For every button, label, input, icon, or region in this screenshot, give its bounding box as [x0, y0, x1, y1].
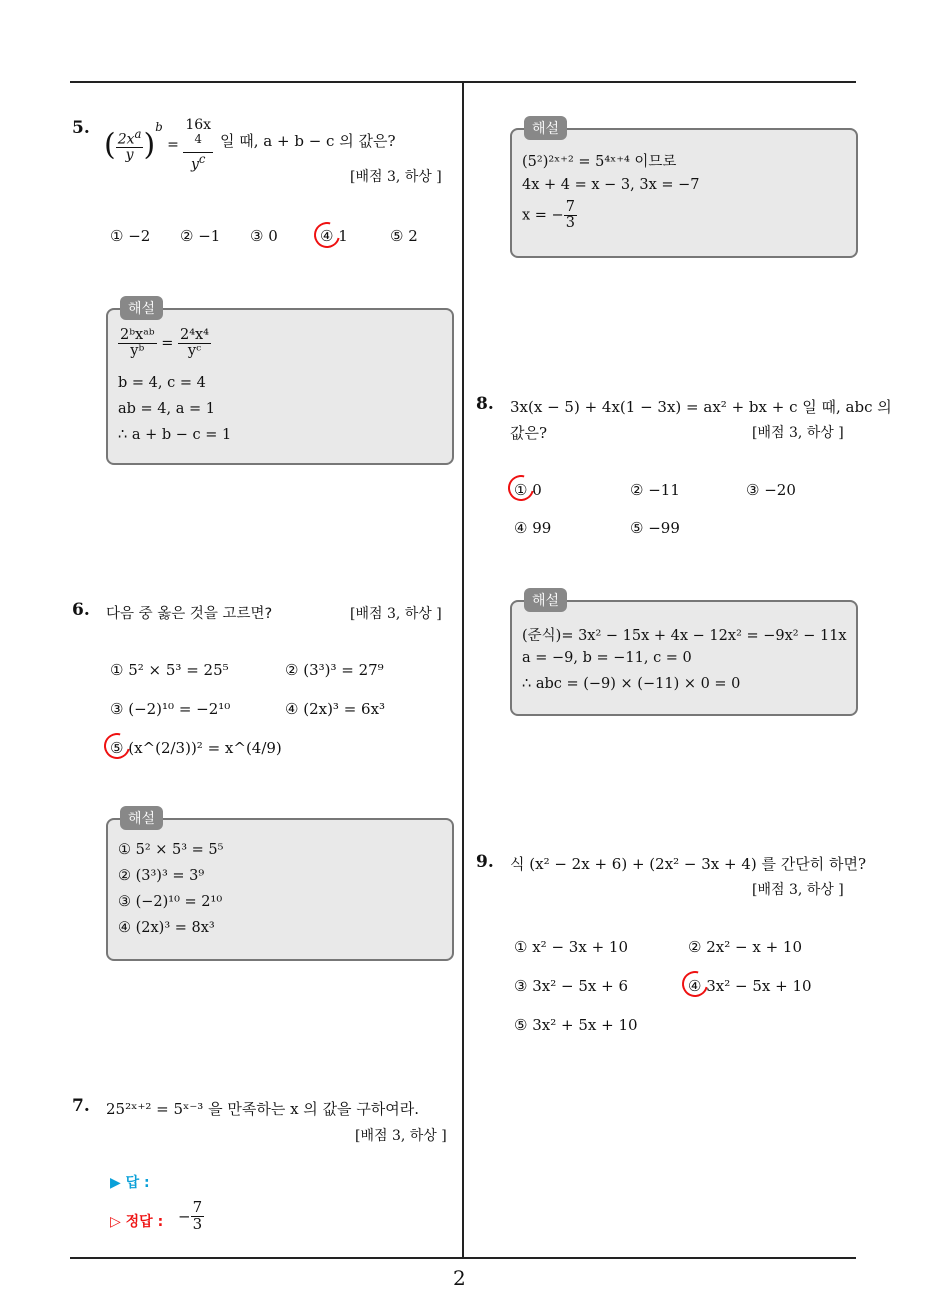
q6-solution-box — [106, 811, 454, 961]
q9-option-2[interactable]: ② 2x² − x + 10 — [688, 938, 802, 956]
q7-solution-line-3: x = − $\frac{7}{3}$ — [522, 199, 575, 232]
q8-answer-mark — [503, 470, 539, 506]
q6-option-4[interactable]: ④ (2x)³ = 6x³ — [285, 700, 386, 718]
q7-solution-line-1: (5²)²ˣ⁺² = 5⁴ˣ⁺⁴ 이므로 — [522, 154, 677, 170]
q8-option-1[interactable]: ① 0 — [514, 481, 542, 499]
q9-option-5[interactable]: ⑤ 3x² + 5x + 10 — [514, 1016, 638, 1034]
q5-solution-eq: $\frac{\text{2ᵇxᵃᵇ}}{\text{yᵇ}}$ = $\frac{\text{2⁴x⁴}}{\text{yᶜ}}$ — [120, 327, 209, 360]
q8-solution-box — [510, 593, 858, 716]
q8-option-2[interactable]: ② −11 — [630, 481, 680, 499]
q5-option-3[interactable]: ③ 0 — [250, 227, 278, 245]
q9-answer-mark — [677, 966, 713, 1002]
q8-solution-tag: 해설 — [524, 588, 567, 612]
q8-number: 8. — [476, 394, 494, 414]
q8-solution-line-1: (준식)= 3x² − 15x + 4x − 12x² = −9x² − 11x — [522, 628, 847, 644]
q5-option-2[interactable]: ② −1 — [180, 227, 221, 245]
page-number: 2 — [453, 1266, 466, 1290]
q5-option-5[interactable]: ⑤ 2 — [390, 227, 418, 245]
q8-question-line-2: 값은? — [510, 424, 548, 442]
q5-solution-line-3: ∴ a + b − c = 1 — [118, 427, 232, 443]
q7-solution-tag: 해설 — [524, 116, 567, 140]
q7-solution-line-2: 4x + 4 = x − 3, 3x = −7 — [522, 177, 700, 193]
q5-option-4[interactable]: ④ 1 — [320, 227, 348, 245]
q7-answer-label: ▶ 답 : — [110, 1175, 150, 1191]
q7-question-text: 25²ˣ⁺² = 5ˣ⁻³ 을 만족하는 x 의 값을 구하여라. — [106, 1100, 420, 1118]
q5-score: [배점 3, 하상 ] — [350, 169, 442, 185]
q5-solution-line-1: b = 4, c = 4 — [118, 375, 206, 391]
q6-solution-tag: 해설 — [120, 806, 163, 830]
q6-score: [배점 3, 하상 ] — [350, 606, 442, 622]
q6-solution-line-4: ④ (2x)³ = 8x³ — [118, 920, 215, 936]
q6-answer-mark — [99, 728, 135, 764]
column-divider — [462, 82, 464, 1258]
q7-score: [배점 3, 하상 ] — [355, 1128, 447, 1144]
q5-solution-box — [106, 301, 454, 465]
q8-solution-line-3: ∴ abc = (−9) × (−11) × 0 = 0 — [522, 676, 741, 692]
q8-option-5[interactable]: ⑤ −99 — [630, 519, 680, 537]
q5-answer-mark — [309, 217, 345, 253]
q5-solution-line-2: ab = 4, a = 1 — [118, 401, 215, 417]
q8-score: [배점 3, 하상 ] — [752, 425, 844, 441]
q6-solution-line-3: ③ (−2)¹⁰ = 2¹⁰ — [118, 894, 223, 910]
q6-number: 6. — [72, 600, 90, 620]
q5-number: 5. — [72, 118, 90, 138]
q5-solution-tag: 해설 — [120, 296, 163, 320]
q5-question-text: 일 때, a + b − c 의 값은? — [220, 132, 396, 150]
q7-correct-value: − $\frac{7}{3}$ — [178, 1198, 203, 1233]
q6-option-1[interactable]: ① 5² × 5³ = 25⁵ — [110, 661, 229, 679]
q7-solution-box — [510, 121, 858, 258]
q8-option-4[interactable]: ④ 99 — [514, 519, 552, 537]
q6-solution-line-1: ① 5² × 5³ = 5⁵ — [118, 842, 224, 858]
q9-option-1[interactable]: ① x² − 3x + 10 — [514, 938, 628, 956]
q6-question-text: 다음 중 옳은 것을 고르면? — [106, 606, 273, 622]
q6-solution-line-2: ② (3³)³ = 3⁹ — [118, 868, 205, 884]
q6-option-3[interactable]: ③ (−2)¹⁰ = −2¹⁰ — [110, 700, 231, 718]
q8-solution-line-2: a = −9, b = −11, c = 0 — [522, 650, 692, 666]
q5-option-1[interactable]: ① −2 — [110, 227, 151, 245]
q8-option-3[interactable]: ③ −20 — [746, 481, 796, 499]
q8-question-line-1: 3x(x − 5) + 4x(1 − 3x) = ax² + bx + c 일 때, abc 의 — [510, 398, 892, 416]
q9-question-text: 식 (x² − 2x + 6) + (2x² − 3x + 4) 를 간단히 하면? — [510, 855, 867, 873]
q6-option-2[interactable]: ② (3³)³ = 27⁹ — [285, 661, 384, 679]
q9-score: [배점 3, 하상 ] — [752, 882, 844, 898]
q7-correct-label: ▷ 정답 : — [110, 1214, 164, 1230]
q5-equation: ( $\frac{2x^a}{y}$ )$^b$ = 16x $^4$ $y^c$ — [104, 117, 212, 173]
q9-option-3[interactable]: ③ 3x² − 5x + 6 — [514, 977, 628, 995]
q9-option-4[interactable]: ④ 3x² − 5x + 10 — [688, 977, 812, 995]
q9-number: 9. — [476, 852, 494, 872]
q7-number: 7. — [72, 1096, 90, 1116]
q6-option-5[interactable]: ⑤ (x^(2/3))² = x^(4/9) — [110, 739, 282, 757]
